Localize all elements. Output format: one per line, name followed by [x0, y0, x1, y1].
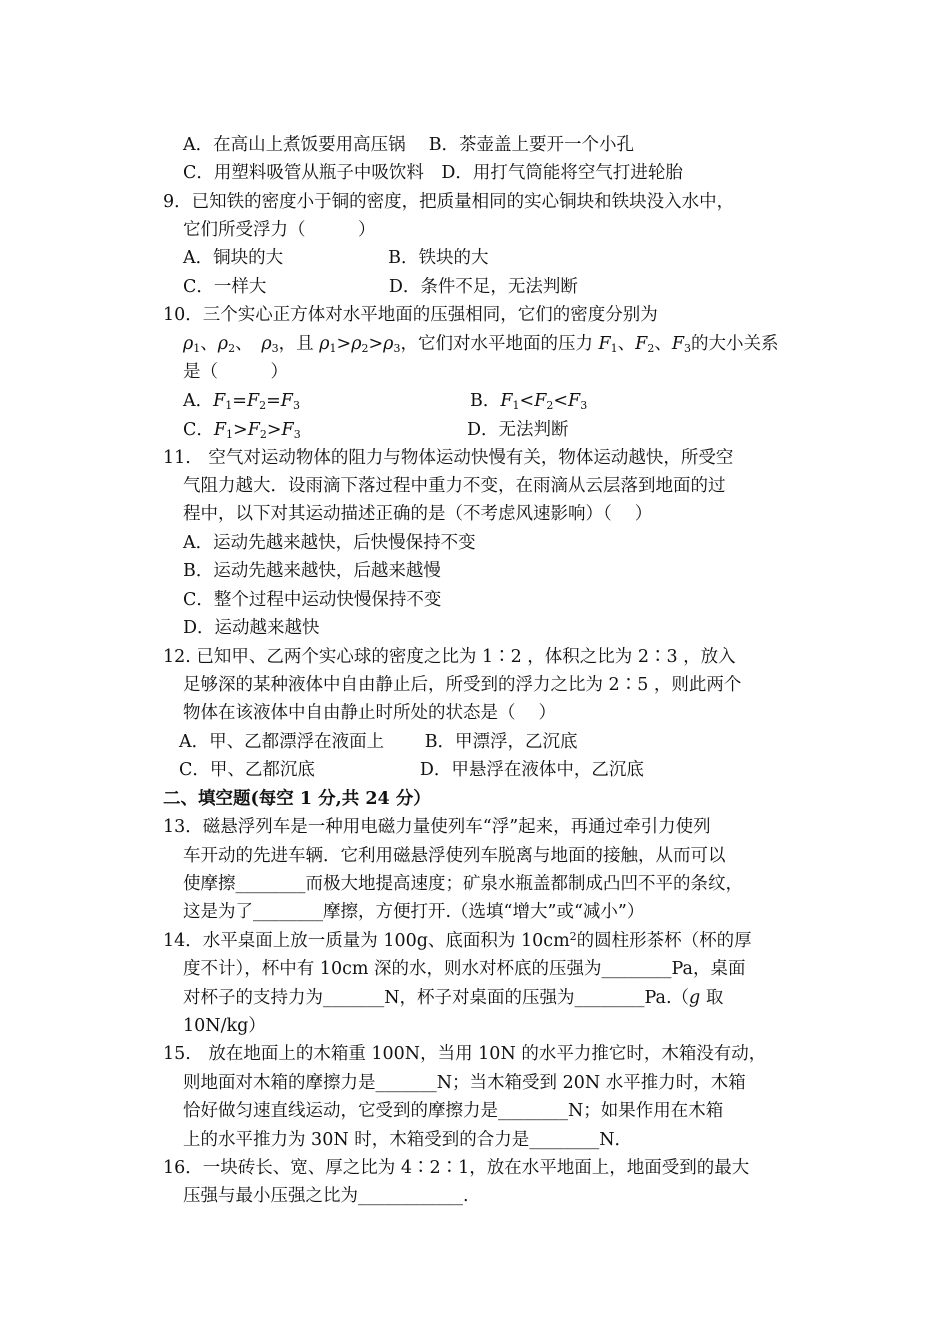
- q11-stem-line3: 程中，以下对其运动描述正确的是（不考虑风速影响）（ ）: [183, 504, 653, 524]
- q13-stem-line2: 车开动的先进车辆．它利用磁悬浮使列车脱离与地面的接触，从而可以: [183, 846, 726, 866]
- q15-stem-line4: 上的水平推力为 30N 时，木箱受到的合力是________N．: [183, 1130, 633, 1150]
- q12-stem-line3: 物体在该液体中自由静止时所处的状态是（ ）: [183, 703, 557, 723]
- q11-option-c: C．整个过程中运动快慢保持不变: [183, 590, 442, 610]
- q14-stem-line1: 14．水平桌面上放一质量为 100g、底面积为 $10cm^2$的圆柱形茶杯（杯的厚: [163, 930, 752, 951]
- q13-stem-line4: 这是为了________摩擦，方便打开.（选填“增大”或“减小”）: [183, 902, 645, 922]
- q14-stem-line4: 10N/kg）: [183, 1016, 266, 1036]
- q9-options-cd: C．一样大 D．条件不足，无法判断: [183, 277, 578, 297]
- q10-option-c: C．$F_1>F_2>F_3$: [183, 420, 301, 441]
- q11-stem-line2: 气阻力越大．设雨滴下落过程中重力不变，在雨滴从云层落到地面的过: [183, 476, 726, 496]
- q15-stem-line3: 恰好做匀速直线运动，它受到的摩擦力是________N；如果作用在木箱: [183, 1101, 724, 1121]
- q9-stem-line2: 它们所受浮力（ ）: [183, 220, 376, 240]
- q10-option-d: D．无法判断: [467, 420, 569, 440]
- q14-stem-line2: 度不计），杯中有 10cm 深的水，则水对杯底的压强为________Pa，桌面: [183, 959, 746, 979]
- q10-option-a: A．$F_1=F_2=F_3$: [183, 391, 300, 412]
- q8-options-ab: A．在高山上煮饭要用高压锅 B．茶壶盖上要开一个小孔: [183, 135, 635, 155]
- q14-stem-line3: 对杯子的支持力为_______N，杯子对桌面的压强为________Pa.（g 取: [183, 988, 724, 1008]
- q9-stem-line1: 9．已知铁的密度小于铜的密度，把质量相同的实心铜块和铁块没入水中，: [163, 192, 735, 212]
- q9-options-ab: A．铜块的大 B．铁块的大: [183, 248, 489, 268]
- q11-option-b: B．运动先越来越快，后越来越慢: [183, 561, 441, 581]
- q16-stem-line1: 16．一块砖长、宽、厚之比为 4∶2∶1，放在水平地面上，地面受到的最大: [163, 1158, 750, 1178]
- q13-stem-line1: 13．磁悬浮列车是一种用电磁力量使列车“浮”起来，再通过牵引力使列: [163, 817, 711, 837]
- q10-option-b: B．$F_1<F_2<F_3$: [470, 391, 588, 412]
- q11-option-d: D．运动越来越快: [183, 618, 320, 638]
- q11-stem-line1: 11. 空气对运动物体的阻力与物体运动快慢有关，物体运动越快，所受空: [163, 448, 734, 468]
- q12-options-ab: A．甲、乙都漂浮在液面上 B．甲漂浮，乙沉底: [179, 732, 578, 752]
- q12-options-cd: C．甲、乙都沉底 D．甲悬浮在液体中，乙沉底: [179, 760, 644, 780]
- q15-stem-line1: 15. 放在地面上的木箱重 100N，当用 10N 的水平力推它时，木箱没有动，: [163, 1044, 767, 1064]
- q12-stem-line1: 12. 已知甲、乙两个实心球的密度之比为 1∶2 ，体积之比为 2∶3 ，放入: [163, 647, 736, 667]
- q15-stem-line2: 则地面对木箱的摩擦力是_______N；当木箱受到 20N 水平推力时，木箱: [183, 1073, 746, 1093]
- q11-option-a: A．运动先越来越快，后快慢保持不变: [183, 533, 476, 553]
- q8-options-cd: C．用塑料吸管从瓶子中吸饮料 D．用打气筒能将空气打进轮胎: [183, 163, 683, 183]
- section-heading-fill-blank: 二、填空题(每空 1 分,共 24 分）: [163, 789, 431, 809]
- q10-stem-line3: 是（ ）: [183, 362, 288, 382]
- q10-stem-line2: $\rho_1$、$\rho_2$、 $\rho_3$，且 $\rho_1>\rho_2>\rho_3$，它们对水平地面的压力 $F_1$、$F_2$、$F_3$的大小关系: [183, 334, 779, 355]
- q12-stem-line2: 足够深的某种液体中自由静止后，所受到的浮力之比为 2∶5 ，则此两个: [183, 675, 742, 695]
- q10-stem-line1: 10．三个实心正方体对水平地面的压强相同，它们的密度分别为: [163, 305, 658, 325]
- q13-stem-line3: 使摩擦________而极大地提高速度；矿泉水瓶盖都制成凸凹不平的条纹，: [183, 874, 743, 894]
- q16-stem-line2: 压强与最小压强之比为____________.: [183, 1186, 469, 1206]
